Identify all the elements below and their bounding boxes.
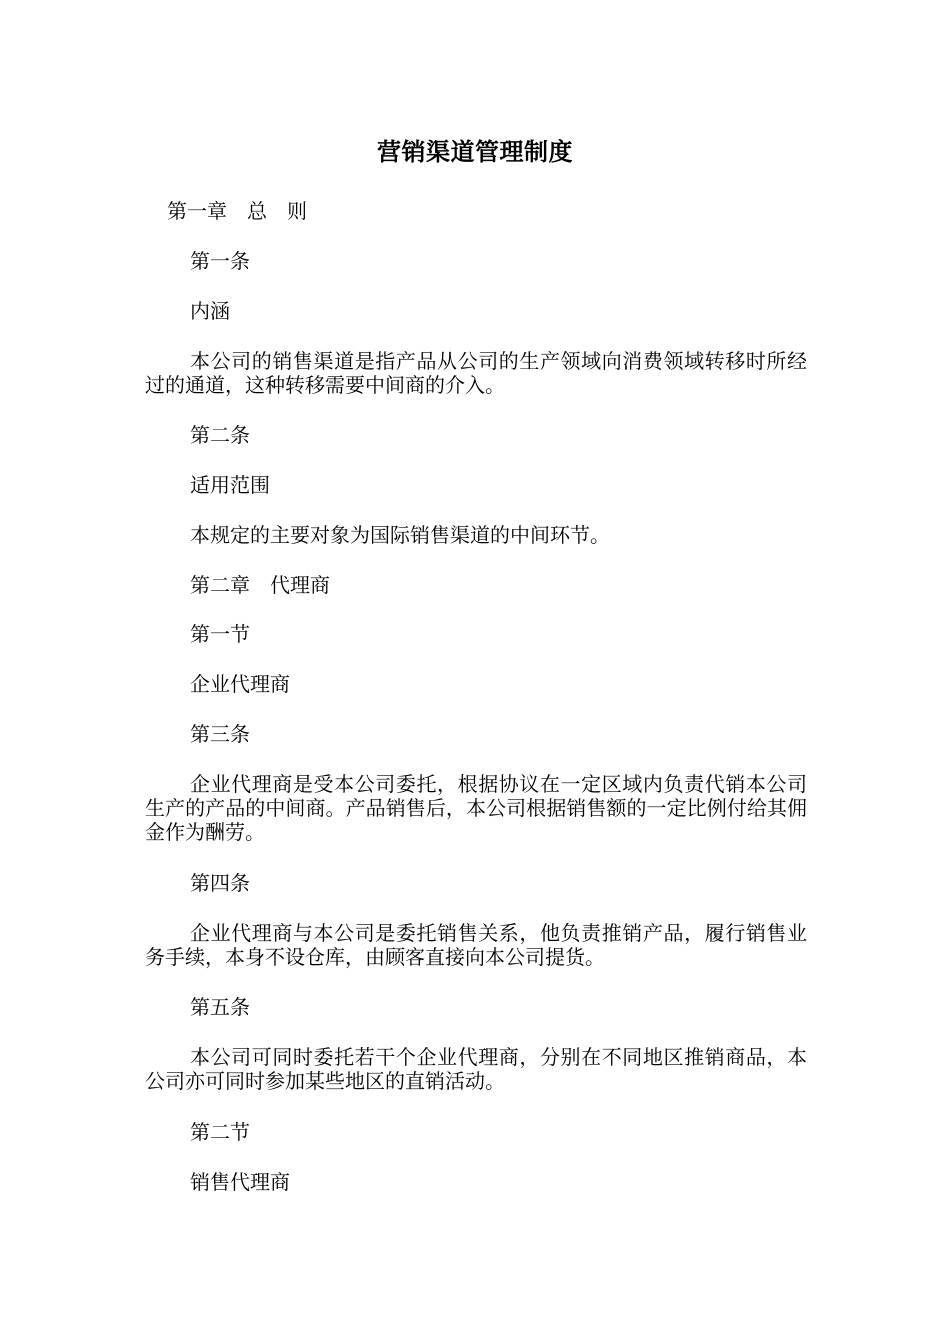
article-label-3: 第三条 <box>190 722 250 746</box>
section-label-2: 第二节 <box>190 1120 250 1144</box>
article-body-4: 企业代理商与本公司是委托销售关系，他负责推销产品，履行销售业务手续，本身不设仓库，由顾客直接向本公司提货。 <box>145 921 807 969</box>
article-label-5: 第五条 <box>190 995 250 1019</box>
article-heading-2: 适用范围 <box>190 473 270 497</box>
article-label-4: 第四条 <box>190 871 250 895</box>
section-heading-2: 销售代理商 <box>190 1170 290 1194</box>
article-heading-1: 内涵 <box>190 299 230 323</box>
article-label-1: 第一条 <box>190 249 250 273</box>
chapter-heading-1: 第一章 总 则 <box>167 199 307 223</box>
article-body-5: 本公司可同时委托若干个企业代理商，分别在不同地区推销商品，本公司亦可同时参加某些地区的直销活动。 <box>145 1045 807 1093</box>
article-body-2: 本规定的主要对象为国际销售渠道的中间环节。 <box>190 523 610 547</box>
chapter-heading-2: 第二章 代理商 <box>190 573 330 597</box>
section-heading-1: 企业代理商 <box>190 672 290 696</box>
document-title: 营销渠道管理制度 <box>377 138 573 166</box>
section-label-1: 第一节 <box>190 622 250 646</box>
article-body-1: 本公司的销售渠道是指产品从公司的生产领域向消费领域转移时所经过的通道，这种转移需要中间商的介入。 <box>145 349 807 397</box>
article-body-3: 企业代理商是受本公司委托，根据协议在一定区域内负责代销本公司生产的产品的中间商。产品销售后，本公司根据销售额的一定比例付给其佣金作为酬劳。 <box>145 772 807 844</box>
article-label-2: 第二条 <box>190 423 250 447</box>
